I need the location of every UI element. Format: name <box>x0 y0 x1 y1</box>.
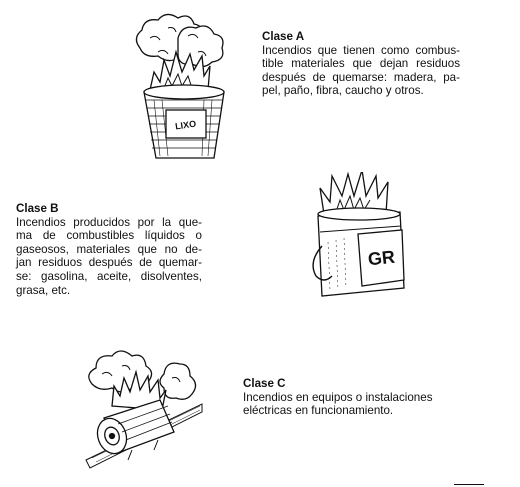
class-c-text <box>243 377 463 418</box>
can-label: GR <box>366 246 396 270</box>
class-a-line-2: tible materiales que dejan residuos <box>262 57 460 71</box>
class-b-title: Clase B <box>16 202 59 215</box>
class-c-line-2: eléctricas en funcionamiento. <box>243 404 394 418</box>
class-a-line-4: pel, paño, fibra, caucho y otros. <box>262 84 424 98</box>
basket-label: LIXO <box>174 118 197 132</box>
class-b-line-5: se: gasolina, aceite, disolventes, <box>16 269 202 283</box>
class-b-line-4: jan residuos después de quemar- <box>16 256 202 270</box>
class-c-title: Clase C <box>243 377 286 390</box>
class-a-text <box>262 30 460 98</box>
class-a-illustration <box>128 8 236 166</box>
class-b-illustration <box>306 172 420 306</box>
class-a-line-3: después de quemarse: madera, pa- <box>262 70 460 84</box>
class-a-title: Clase A <box>262 30 305 43</box>
class-c-illustration <box>82 340 204 470</box>
class-a-line-1: Incendios que tienen como combus- <box>262 43 460 57</box>
footer-rule <box>454 484 484 485</box>
class-c-line-1: Incendios en equipos o instalaciones <box>243 390 433 404</box>
class-b-line-2: ma de combustibles líquidos o <box>16 229 202 243</box>
class-b-line-3: gaseosos, materiales que no de- <box>16 242 202 256</box>
class-b-text <box>16 202 202 297</box>
class-b-line-6: grasa, etc. <box>16 283 71 297</box>
class-b-line-1: Incendios producidos por la que- <box>16 215 202 229</box>
